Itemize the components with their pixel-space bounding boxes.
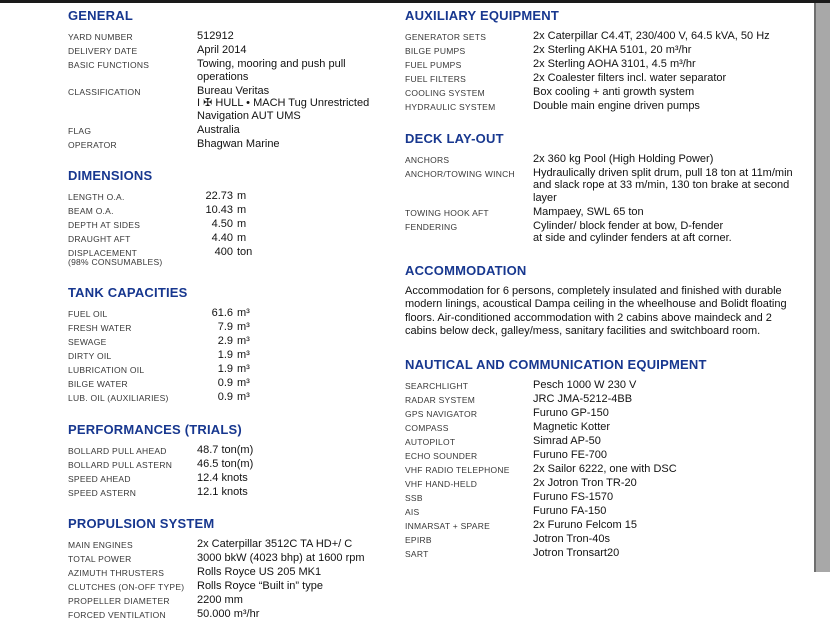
spec-label: BEAM O.A. [68, 206, 114, 216]
spec-row [68, 124, 405, 137]
spec-value-number: 22.73 [205, 190, 233, 202]
spec-value: JRC JMA-5212-4BB [533, 392, 633, 405]
spec-value: 512912 [197, 30, 234, 42]
spec-row [68, 377, 405, 390]
spec-row [68, 232, 405, 245]
spec-value-unit: m [237, 190, 247, 202]
section-paragraph: Accommodation for 6 persons, completely insulated and finished with durable modern linings, acoustical Dampa ceiling in the wheelhouse and Bolidt floating floors. Air-conditioned accommodation with 2 cabins above maindeck and 2 cabins below deck, galley/mess, sanitary facilities and switchboard room. [405, 284, 787, 337]
spec-value-line: Hydraulically driven split drum, pull 18 ton at 11m/min [533, 166, 793, 179]
spec-value-unit: m [237, 218, 247, 230]
spec-label: SEARCHLIGHT [405, 380, 469, 391]
spec-label: FUEL OIL [68, 309, 108, 319]
spec-row [68, 138, 405, 151]
spec-row [68, 594, 405, 607]
spec-row [405, 58, 805, 71]
spec-label: FRESH WATER [68, 323, 132, 333]
spec-row [68, 246, 405, 267]
spec-label: VHF HAND-HELD [405, 478, 478, 489]
spec-row [68, 444, 405, 457]
spec-label: VHF RADIO TELEPHONE [405, 464, 510, 475]
spec-value-unit: m [237, 232, 247, 244]
spec-label: FUEL FILTERS [405, 74, 467, 84]
spec-row [68, 363, 405, 376]
spec-value-line: at side and cylinder fenders at aft corner. [533, 232, 732, 244]
spec-label: COMPASS [405, 422, 449, 433]
spec-row [405, 407, 805, 420]
spec-label: DRAUGHT AFT [68, 234, 131, 244]
spec-label: BOLLARD PULL AHEAD [68, 445, 167, 456]
spec-row [405, 206, 805, 219]
section-title-accommodation: ACCOMMODATION [405, 262, 527, 278]
spec-label: HYDRAULIC SYSTEM [405, 102, 496, 112]
spec-row [405, 72, 805, 85]
spec-label: CLASSIFICATION [68, 86, 141, 97]
spec-value: Mampaey, SWL 65 ton [533, 205, 644, 218]
spec-value-line: Navigation AUT UMS [197, 109, 301, 122]
spec-label: PROPELLER DIAMETER [68, 596, 170, 606]
spec-value-line: Towing, mooring and push pull [197, 58, 346, 70]
spec-label: BOLLARD PULL ASTERN [68, 459, 173, 470]
spec-label: CLUTCHES (ON-OFF TYPE) [68, 582, 185, 592]
spec-row [68, 486, 405, 499]
spec-value-unit: m³ [237, 349, 250, 361]
spec-label: SPEED AHEAD [68, 473, 131, 484]
spec-value: Rolls Royce “Built in” type [197, 580, 323, 592]
spec-value [197, 321, 405, 334]
spec-value [197, 363, 405, 376]
spec-value: 12.1 knots [197, 485, 248, 498]
spec-value: Rolls Royce US 205 MK1 [197, 566, 322, 578]
spec-label: ANCHOR/TOWING WINCH [405, 168, 515, 179]
spec-row [68, 58, 405, 83]
spec-label-subline: (98% CONSUMABLES) [68, 257, 163, 267]
spec-label: EPIRB [405, 534, 432, 545]
section-title-nautical-and-communication-equipment: NAUTICAL AND COMMUNICATION EQUIPMENT [405, 356, 707, 372]
section-title-performances-trials: PERFORMANCES (TRIALS) [68, 421, 242, 437]
spec-value [197, 232, 405, 245]
spec-value: Jotron Tron-40s [533, 532, 611, 545]
section-general [68, 9, 405, 150]
spec-value: April 2014 [197, 44, 247, 56]
spec-row [68, 608, 405, 621]
page-edge-strip [814, 0, 830, 572]
spec-value [197, 190, 405, 203]
spec-value [197, 58, 405, 83]
spec-value: Simrad AP-50 [533, 434, 601, 447]
spec-value [533, 167, 805, 205]
spec-row [68, 85, 405, 123]
spec-value: 2x Sterling AKHA 5101, 20 m³/hr [533, 44, 692, 56]
spec-value [197, 349, 405, 362]
spec-value: 46.5 ton(m) [197, 457, 254, 470]
spec-value-number: 0.9 [217, 391, 233, 403]
spec-value-unit: m³ [237, 377, 250, 389]
spec-row [68, 580, 405, 593]
spec-value-line: I ✠ HULL • MACH Tug Unrestricted [197, 97, 370, 109]
spec-label: AZIMUTH THRUSTERS [68, 568, 165, 578]
spec-row [405, 30, 805, 43]
spec-label: DIRTY OIL [68, 351, 112, 361]
section-dimensions [68, 169, 405, 267]
spec-label: LUB. OIL (AUXILIARIES) [68, 393, 169, 403]
spec-label: RADAR SYSTEM [405, 394, 476, 405]
spec-value [197, 335, 405, 348]
section-title-general: GENERAL [68, 8, 133, 23]
section-accommodation [405, 264, 805, 339]
spec-value [197, 85, 405, 123]
spec-value: 2x 360 kg Pool (High Holding Power) [533, 152, 714, 165]
spec-value-unit: m³ [237, 321, 250, 333]
spec-value: 2200 mm [197, 594, 243, 606]
top-border-bar [0, 0, 830, 3]
spec-row [405, 100, 805, 113]
spec-label: FORCED VENTILATION [68, 610, 166, 620]
section-deck-lay-out [405, 132, 805, 245]
section-title-auxiliary-equipment: AUXILIARY EQUIPMENT [405, 8, 560, 23]
spec-row [68, 307, 405, 320]
spec-label: SSB [405, 492, 423, 503]
spec-value: 12.4 knots [197, 471, 248, 484]
spec-label: FENDERING [405, 221, 458, 232]
spec-value [197, 307, 405, 320]
spec-value-unit: m³ [237, 391, 250, 403]
spec-label: TOTAL POWER [68, 554, 132, 564]
spec-label: DEPTH AT SIDES [68, 220, 141, 230]
spec-row [405, 547, 805, 560]
spec-value: 3000 bkW (4023 bhp) at 1600 rpm [197, 552, 365, 564]
spec-value [197, 218, 405, 231]
spec-label: AUTOPILOT [405, 436, 456, 447]
spec-row [68, 204, 405, 217]
spec-value: Australia [197, 123, 240, 136]
spec-label: BILGE WATER [68, 379, 128, 389]
section-title-propulsion-system: PROPULSION SYSTEM [68, 516, 215, 531]
spec-value-line: Bureau Veritas [197, 84, 270, 97]
spec-label: GENERATOR SETS [405, 32, 487, 42]
spec-label: AIS [405, 506, 420, 517]
spec-row [405, 153, 805, 166]
spec-value-number: 2.9 [217, 335, 233, 347]
spec-row [68, 566, 405, 579]
spec-row [405, 393, 805, 406]
section-nautical-and-communication-equipment [405, 358, 805, 560]
spec-label: ANCHORS [405, 154, 450, 165]
spec-value: Box cooling + anti growth system [533, 86, 695, 98]
spec-value-number: 4.50 [211, 218, 233, 230]
spec-row [68, 30, 405, 43]
spec-value [197, 204, 405, 217]
spec-value: 2x Furuno Felcom 15 [533, 518, 637, 531]
spec-row [68, 538, 405, 551]
spec-label: SPEED ASTERN [68, 487, 137, 498]
section-title-dimensions: DIMENSIONS [68, 168, 153, 183]
spec-value [197, 377, 405, 390]
spec-value-unit: m³ [237, 335, 250, 347]
spec-value: Pesch 1000 W 230 V [533, 378, 637, 391]
spec-value: 2x Caterpillar C4.4T, 230/400 V, 64.5 kVA, 50 Hz [533, 30, 770, 42]
left-column [68, 3, 405, 640]
spec-value: Magnetic Kotter [533, 420, 611, 433]
spec-value: 50.000 m³/hr [197, 608, 260, 620]
spec-label: LENGTH O.A. [68, 192, 125, 202]
spec-value-line: layer [533, 191, 557, 204]
spec-row [405, 379, 805, 392]
spec-label: BASIC FUNCTIONS [68, 60, 150, 70]
spec-value-line: operations [197, 70, 249, 83]
spec-sheet-content [0, 3, 812, 640]
spec-value: Double main engine driven pumps [533, 100, 700, 112]
spec-row [405, 167, 805, 205]
spec-value-number: 1.9 [217, 349, 233, 361]
spec-row [68, 218, 405, 231]
spec-value-number: 400 [214, 246, 233, 258]
spec-value-unit: m³ [237, 363, 250, 375]
spec-row [68, 190, 405, 203]
spec-row [68, 321, 405, 334]
spec-row [405, 435, 805, 448]
spec-label: COOLING SYSTEM [405, 88, 486, 98]
spec-row [405, 421, 805, 434]
spec-value [197, 246, 405, 267]
spec-label: FUEL PUMPS [405, 60, 462, 70]
spec-label: DELIVERY DATE [68, 46, 138, 56]
spec-row [68, 458, 405, 471]
spec-label: TOWING HOOK AFT [405, 207, 489, 218]
section-performances-trials [68, 423, 405, 499]
spec-value-number: 61.6 [211, 307, 233, 319]
spec-value-number: 4.40 [211, 232, 233, 244]
spec-row [405, 449, 805, 462]
section-auxiliary-equipment [405, 9, 805, 113]
spec-value: 2x Jotron Tron TR-20 [533, 476, 637, 489]
spec-label: MAIN ENGINES [68, 540, 133, 550]
spec-value-number: 7.9 [217, 321, 233, 333]
spec-value-line: Cylinder/ block fender at bow, D-fender [533, 219, 724, 232]
spec-value: Jotron Tronsart20 [533, 546, 620, 559]
spec-label: FLAG [68, 125, 92, 136]
spec-row [68, 391, 405, 404]
spec-value: 2x Coalester filters incl. water separator [533, 72, 727, 84]
spec-row [405, 477, 805, 490]
spec-value-number: 10.43 [205, 204, 233, 216]
spec-label: ECHO SOUNDER [405, 450, 478, 461]
spec-value [197, 391, 405, 404]
spec-value: Furuno FA-150 [533, 504, 607, 517]
spec-label: SART [405, 548, 429, 559]
spec-value: 2x Sailor 6222, one with DSC [533, 462, 677, 475]
spec-value: Furuno FE-700 [533, 448, 607, 461]
spec-value [533, 220, 805, 245]
spec-row [405, 491, 805, 504]
spec-value: Bhagwan Marine [197, 137, 280, 150]
spec-label: BILGE PUMPS [405, 46, 466, 56]
spec-row [68, 335, 405, 348]
spec-value-line: and slack rope at 33 m/min, 130 ton brake at second [533, 179, 790, 191]
section-propulsion-system [68, 517, 405, 621]
spec-row [405, 533, 805, 546]
spec-value-number: 0.9 [217, 377, 233, 389]
spec-row [405, 86, 805, 99]
spec-row [405, 463, 805, 476]
spec-value: 48.7 ton(m) [197, 443, 254, 456]
spec-row [405, 220, 805, 245]
spec-label: DISPLACEMENT (98% CONSUMABLES) [68, 246, 197, 267]
spec-row [405, 505, 805, 518]
spec-value-unit: m [237, 204, 247, 216]
right-column [405, 3, 805, 640]
spec-value: Furuno GP-150 [533, 406, 609, 419]
spec-row [405, 519, 805, 532]
spec-row [405, 44, 805, 57]
section-tank-capacities [68, 286, 405, 404]
spec-row [68, 349, 405, 362]
spec-label: OPERATOR [68, 139, 117, 150]
spec-value: Furuno FS-1570 [533, 490, 614, 503]
section-title-tank-capacities: TANK CAPACITIES [68, 285, 188, 300]
spec-value-unit: m³ [237, 307, 250, 319]
spec-row [68, 552, 405, 565]
spec-value: 2x Sterling AOHA 3101, 4.5 m³/hr [533, 58, 696, 70]
spec-row [68, 472, 405, 485]
spec-label: INMARSAT + SPARE [405, 520, 491, 531]
spec-row [68, 44, 405, 57]
spec-value: 2x Caterpillar 3512C TA HD+/ C [197, 538, 353, 550]
section-title-deck-lay-out: DECK LAY-OUT [405, 130, 504, 146]
spec-label: YARD NUMBER [68, 32, 133, 42]
spec-value-number: 1.9 [217, 363, 233, 375]
spec-label: LUBRICATION OIL [68, 365, 145, 375]
spec-label: SEWAGE [68, 337, 107, 347]
spec-label: GPS NAVIGATOR [405, 408, 478, 419]
spec-value-unit: ton [237, 246, 253, 258]
